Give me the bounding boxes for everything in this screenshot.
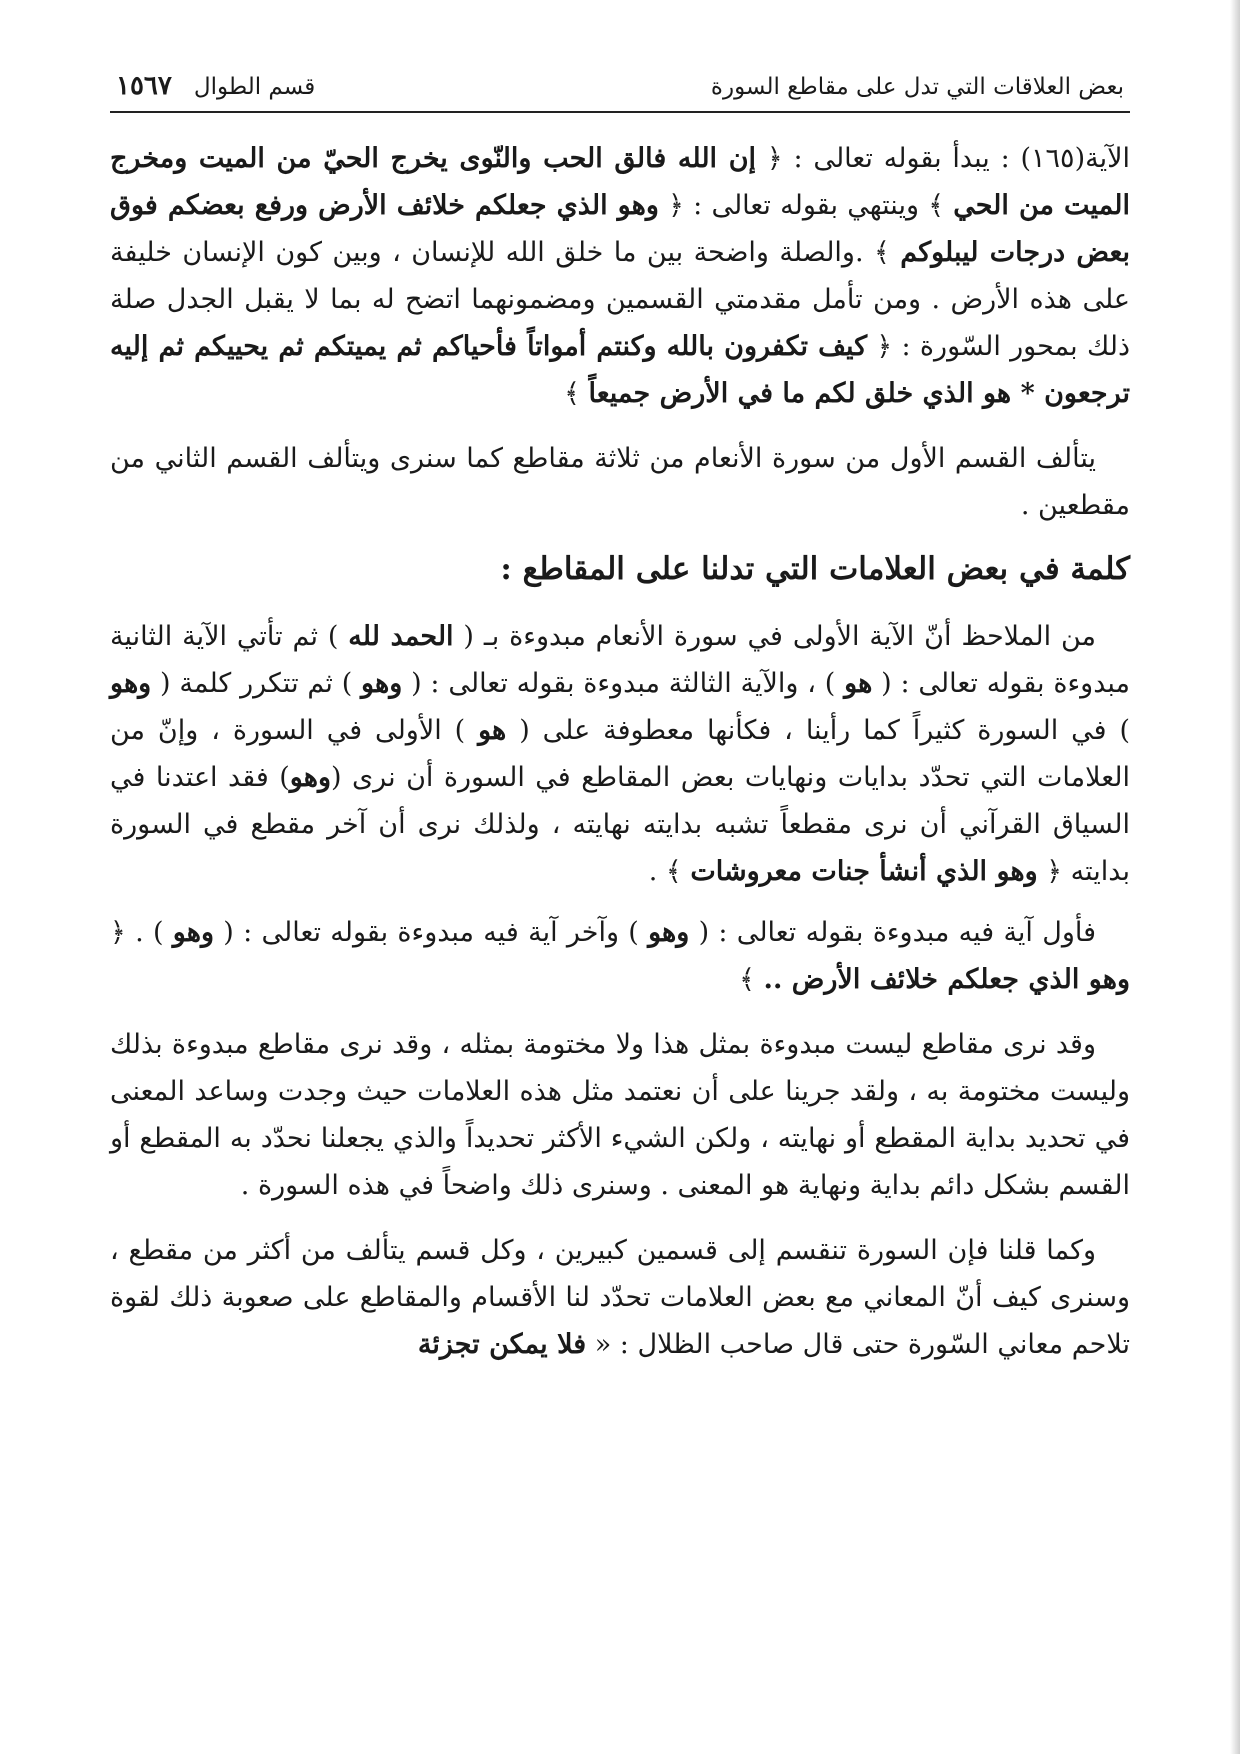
section-heading: كلمة في بعض العلامات التي تدلنا على المقاطع : (500, 551, 1130, 587)
bold-term: وهو (361, 668, 403, 699)
text-run: ) في السورة كثيراً كما رأينا ، فكأنها معطوفة على ( (506, 715, 1130, 746)
bold-term: وهو (289, 762, 332, 793)
quran-quote: إن الله فالق الحب والنّوى يخرج الحيّ من الميت ومخرج الميت من الحي (110, 143, 1130, 221)
text-run: وكما قلنا فإن السورة تنقسم إلى قسمين كبيرين ، وكل قسم يتألف من أكثر من مقطع ، وسنرى كيف أنّ المعاني مع بعض العلامات تحدّد لنا الأقسام والمقاطع على صعوبة ذلك لقوة تلاحم معاني السّورة حتى قال صاحب الظلال : « (110, 1235, 1130, 1360)
quran-quote: وهو الذي أنشأ جنات معروشات (690, 856, 1038, 887)
section-name: قسم الطوال (193, 74, 316, 100)
text-run: ) فقد اعتدنا في السياق القرآني أن نرى مقطعاً تشبه بدايته نهايته ، ولذلك نرى أن آخر مقطع في السورة بدايته ﴿ (110, 762, 1130, 887)
text-run: ﴾ . (648, 856, 691, 887)
bold-term: الحمد لله (348, 621, 454, 652)
text-run: ﴾ وينتهي بقوله تعالى : ﴿ (658, 190, 954, 221)
scan-edge-shadow (1230, 0, 1240, 1754)
quran-quote: وهو الذي جعلكم خلائف الأرض .. (763, 964, 1130, 995)
bold-quote: فلا يمكن تجزئة (417, 1329, 587, 1360)
bold-term: وهو (648, 917, 690, 948)
bold-term: هو (478, 715, 507, 746)
text-run: ) ثم تأتي الآية الثانية مبدوءة بقوله تعالى : ( (110, 621, 1130, 699)
quran-quote: وهو الذي جعلكم خلائف الأرض ورفع بعضكم فوق بعض درجات ليبلوكم (110, 190, 1130, 268)
page-number: ١٥٦٧ (116, 71, 172, 101)
bold-term: وهو (172, 917, 215, 948)
header-rule (110, 111, 1130, 113)
paragraph-first-last-verse (110, 909, 1130, 1003)
quran-quote: كيف تكفرون بالله وكنتم أمواتاً فأحياكم ثم يميتكم ثم يحييكم ثم إليه ترجعون * هو الذي خلق لكم ما في الأرض جميعاً (110, 331, 1130, 409)
text-run: ) الأولى في السورة ، وإنّ من العلامات التي تحدّد بدايات ونهايات بعض المقاطع في السورة أن نرى ( (110, 715, 1130, 793)
text-run: ) . ﴿ (110, 917, 173, 948)
header-left-group (116, 66, 315, 107)
paragraph-markers (110, 613, 1130, 895)
book-page (110, 66, 1130, 1736)
paragraph-section-composition: يتألف القسم الأول من سورة الأنعام من ثلاثة مقاطع كما سنرى ويتألف القسم الثاني من مقطعين . (110, 443, 1130, 521)
paragraph-meaning-criterion: وقد نرى مقاطع ليست مبدوءة بمثل هذا ولا مختومة بمثله ، وقد نرى مقاطع مبدوءة بذلك وليست مختومة به ، ولقد جرينا على أن نعتمد مثل هذه العلامات حيث وجدت وساعد المعنى في تحديد بداية المقطع أو نهايته ، ولكن الشيء الأكثر تحديداً والذي يجعلنا نحدّد به المقطع أو القسم بشكل دائم بداية ونهاية هو المعنى . وسنرى ذلك واضحاً في هذه السورة . (110, 1029, 1130, 1201)
chapter-running-title: بعض العلاقات التي تدل على مقاطع السورة (710, 74, 1124, 100)
text-run: ﴾ .والصلة واضحة بين ما خلق الله للإنسان ، وبين كون الإنسان خليفة على هذه الأرض . ومن تأمل مقدمتي القسمين ومضمونهما اتضح له بما لا يقبل الجدل صلة ذلك بمحور السّورة : ﴿ (110, 237, 1130, 362)
text-run: ) ، والآية الثالثة مبدوءة بقوله تعالى : ( (402, 668, 845, 699)
text-run: ) وآخر آية فيه مبدوءة بقوله تعالى : ( (214, 917, 649, 948)
text-run: ) ثم تتكرر كلمة ( (151, 668, 362, 699)
text-run: ﴾ (739, 964, 764, 995)
paragraph-two-sections (110, 1227, 1130, 1368)
text-run: فأول آية فيه مبدوءة بقوله تعالى : ( (689, 917, 1096, 948)
text-run: ﴾ (564, 378, 589, 409)
bold-term: وهو (110, 668, 152, 699)
text-run: الآية(١٦٥) : يبدأ بقوله تعالى : ﴿ (756, 143, 1130, 174)
paragraph-verse-165 (110, 135, 1130, 417)
running-header (110, 66, 1130, 107)
bold-term: هو (844, 668, 873, 699)
text-run: من الملاحظ أنّ الآية الأولى في سورة الأنعام مبدوءة بـ ( (453, 621, 1096, 652)
